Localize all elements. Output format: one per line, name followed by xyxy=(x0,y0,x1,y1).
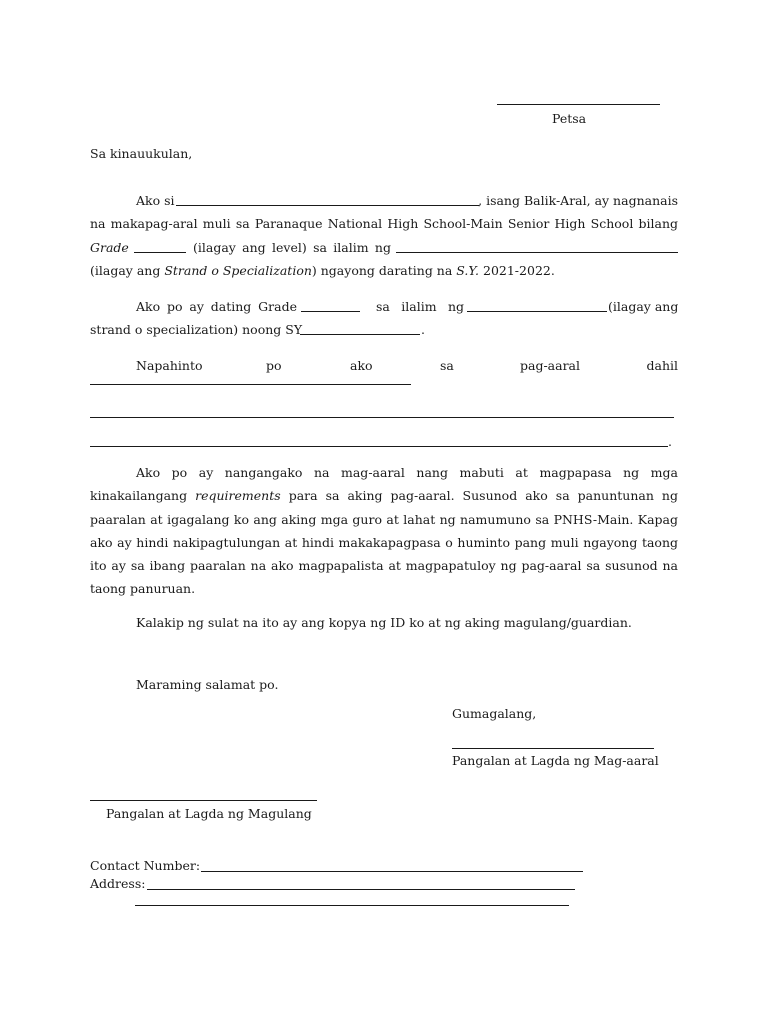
signoff: Gumagalang, xyxy=(452,706,537,721)
p1-text: Ako si xyxy=(136,193,175,208)
p1-text: (ilagay ang level) sa ilalim ng xyxy=(193,240,391,255)
p3-word: dahil xyxy=(646,358,678,373)
reason-line-3[interactable] xyxy=(90,446,668,447)
name-blank[interactable] xyxy=(176,193,479,206)
p3-word: sa xyxy=(440,358,454,373)
contact-number-line[interactable] xyxy=(201,871,583,872)
grade-level-blank[interactable] xyxy=(134,240,186,253)
reason-line-2[interactable] xyxy=(90,417,674,418)
strand-blank[interactable] xyxy=(396,240,678,253)
p3-word: po xyxy=(266,358,282,373)
address-label: Address: xyxy=(90,876,146,891)
date-label: Petsa xyxy=(552,111,587,126)
p3-word: ako xyxy=(350,358,373,373)
reason-end: . xyxy=(668,434,672,449)
p3-word: pag-aaral xyxy=(520,358,581,373)
greeting: Sa kinauukulan, xyxy=(90,146,193,161)
school-year: 2021-2022. xyxy=(483,263,555,278)
p4-line-5: ito ay sa ibang paaralan na ako magpapalista at magpapatuloy ng pag-aaral sa susunod na xyxy=(90,558,678,573)
prev-strand-blank[interactable] xyxy=(467,299,607,312)
contact-number-label: Contact Number: xyxy=(90,858,201,873)
p1-line-2: na makapag-aral muli sa Paranaque National High School-Main Senior High School bilang xyxy=(90,216,678,231)
address-line-2[interactable] xyxy=(135,905,569,906)
p4-line-4: ako ay hindi nakipagtulungan at hindi makakapagpasa o huminto pang muli ngayong taong xyxy=(90,535,678,550)
p1-line-4: (ilagay ang Strand o Specialization) ngayong darating na S.Y. 2021-2022. xyxy=(90,263,555,278)
prev-sy-blank[interactable] xyxy=(300,322,420,335)
attachment-note: Kalakip ng sulat na ito ay ang kopya ng ID ko at ng aking magulang/guardian. xyxy=(136,615,632,630)
p4-line-3: paaralan at igagalang ko ang aking mga guro at lahat ng namumuno sa PNHS-Main. Kapag xyxy=(90,512,678,527)
student-signature-line[interactable] xyxy=(452,748,654,749)
p4-line-1: Ako po ay nangangako na mag-aaral nang mabuti at magpapasa ng mga xyxy=(136,465,678,480)
p4-line-6: taong panuruan. xyxy=(90,581,196,596)
grade-label: Grade xyxy=(90,240,129,255)
parent-signature-line[interactable] xyxy=(90,800,317,801)
date-line[interactable] xyxy=(497,104,660,105)
p3-word: Napahinto xyxy=(136,358,203,373)
p4-line-2: kinakailangang requirements para sa aking pag-aaral. Susunod ako sa panuntunan ng xyxy=(90,488,678,503)
parent-signature-label: Pangalan at Lagda ng Magulang xyxy=(106,806,312,821)
student-signature-label: Pangalan at Lagda ng Mag-aaral xyxy=(452,753,659,768)
p1-text: , isang Balik-Aral, ay nagnanais xyxy=(478,193,678,208)
reason-line-1[interactable] xyxy=(90,384,411,385)
strand-label: Strand o Specialization xyxy=(164,263,312,278)
address-line-1[interactable] xyxy=(147,889,575,890)
sy-label: S.Y. xyxy=(456,263,480,278)
prev-grade-blank[interactable] xyxy=(301,299,360,312)
closing: Maraming salamat po. xyxy=(136,677,279,692)
requirements-label: requirements xyxy=(195,488,281,503)
